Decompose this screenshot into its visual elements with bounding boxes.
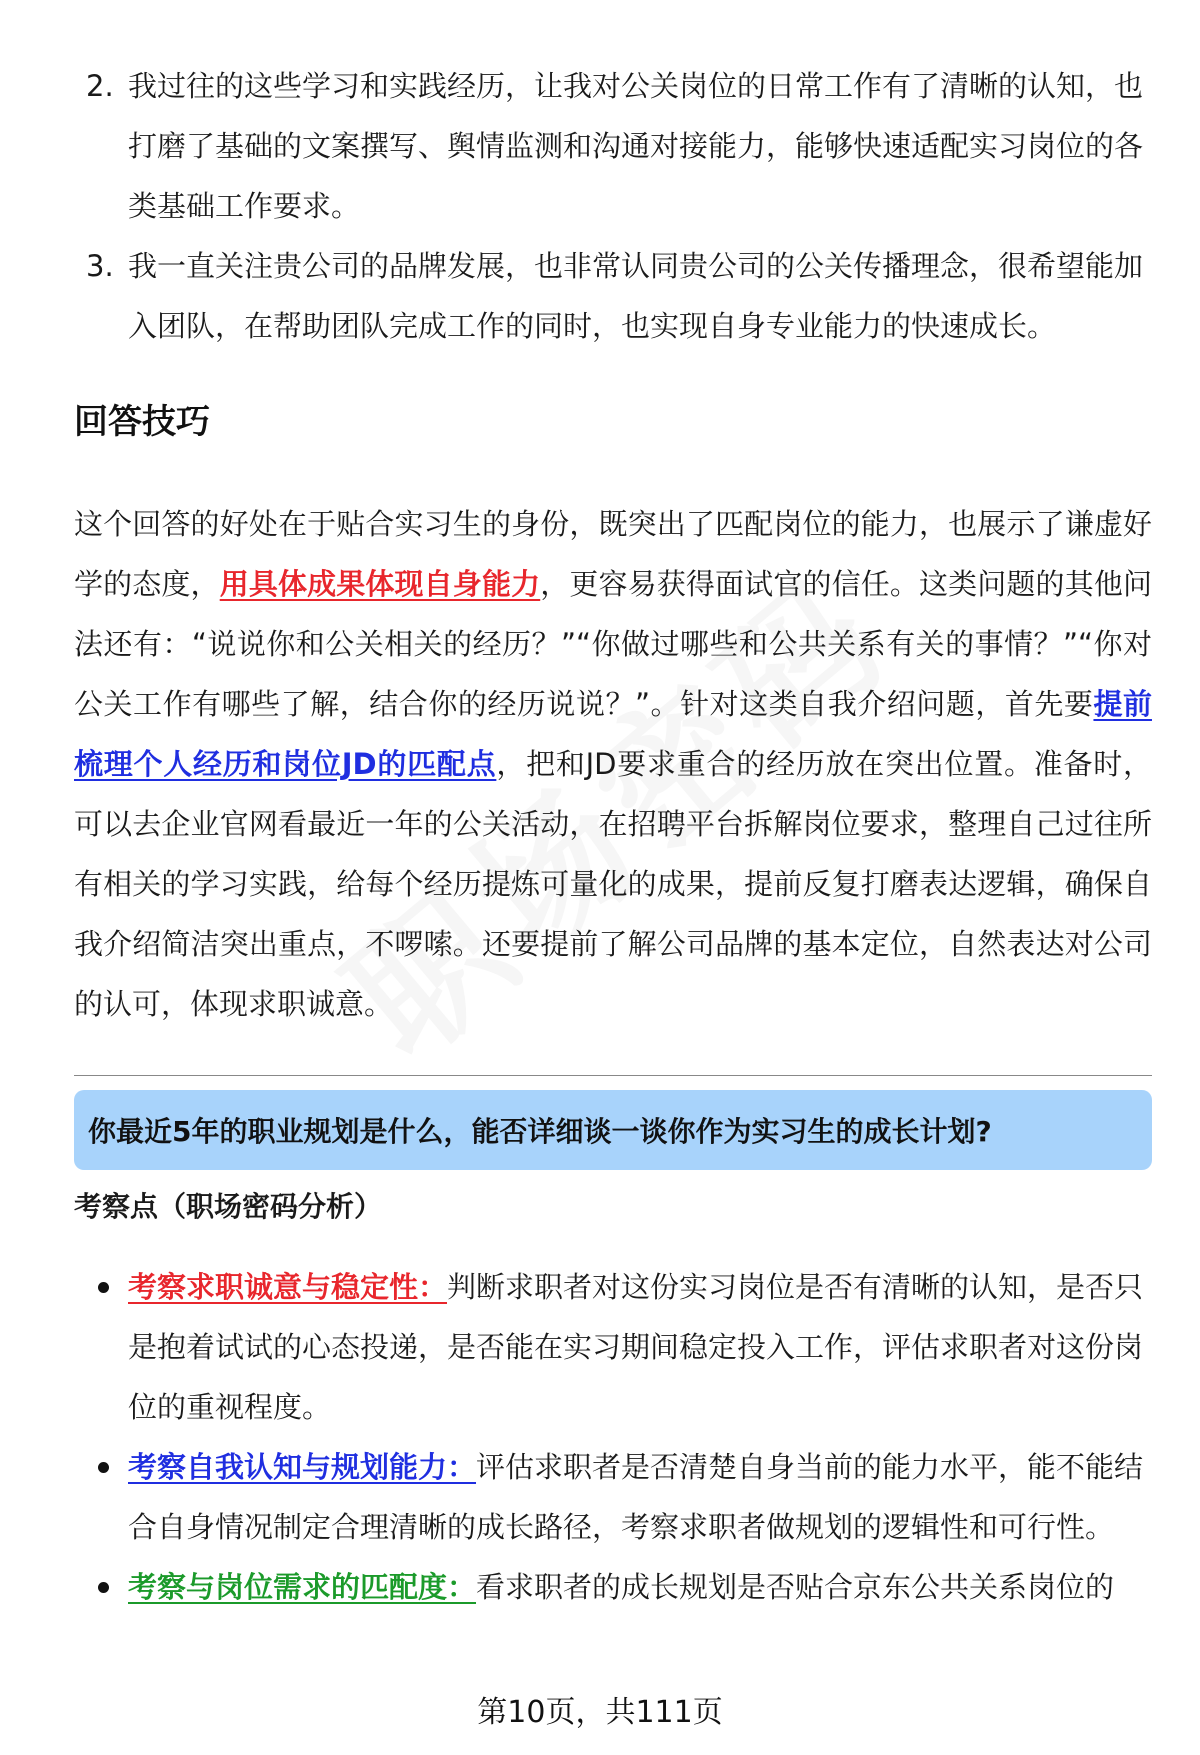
bullet-item xyxy=(94,1257,1152,1437)
bullet-dot-icon xyxy=(98,1282,109,1293)
list-item xyxy=(80,236,1145,356)
list-item xyxy=(80,56,1145,236)
bullet-dot-icon xyxy=(98,1462,109,1473)
bullet-label: 考察与岗位需求的匹配度： xyxy=(128,1570,477,1604)
paragraph-text: ，把和JD要求重合的经历放在突出位置。准备时，可以去企业官网看最近一年的公关活动，在招聘平台拆解岗位要求，整理自己过往所有相关的学习实践，给每个经历提炼可量化的成果，提前反复打磨表达逻辑，确保自我介绍简洁突出重点，不啰嗦。还要提前了解公司品牌的基本定位，自然表达对公司的认可，体现求职诚意。 xyxy=(74,747,1152,1021)
bullet-dot-icon xyxy=(98,1582,109,1593)
bullet-label: 考察自我认知与规划能力： xyxy=(128,1450,477,1484)
list-text: 我一直关注贵公司的品牌发展，也非常认同贵公司的公关传播理念，很希望能加入团队，在帮助团队完成工作的同时，也实现自身专业能力的快速成长。 xyxy=(128,249,1144,343)
bullet-item xyxy=(94,1437,1152,1557)
section-title: 回答技巧 xyxy=(74,402,210,442)
highlight-blue: 提前梳理个人经历和岗位JD的匹配点 xyxy=(74,687,1152,781)
paragraph-text: 这个回答的好处在于贴合实习生的身份，既突出了匹配岗位的能力，也展示了谦虚好学的态度， xyxy=(74,507,1152,601)
bullet-text: 看求职者的成长规划是否贴合京东公共关系岗位的 xyxy=(476,1570,1115,1604)
numbered-list xyxy=(80,56,1145,356)
paragraph-text: ，更容易获得面试官的信任。这类问题的其他问法还有：“说说你和公关相关的经历？”“你做过哪些和公共关系有关的事情？”“你对公关工作有哪些了解，结合你的经历说说？”。针对这类自我介绍问题，首先要 xyxy=(74,567,1152,721)
list-number: 2. xyxy=(86,69,114,103)
bullet-item xyxy=(94,1557,1152,1617)
answer-tips-paragraph xyxy=(74,494,1152,1034)
subheading: 考察点（职场密码分析） xyxy=(74,1190,383,1223)
list-number: 3. xyxy=(86,249,114,283)
bullet-text: 评估求职者是否清楚自身当前的能力水平，能不能结合自身情况制定合理清晰的成长路径，考察求职者做规划的逻辑性和可行性。 xyxy=(128,1450,1144,1544)
highlight-red: 用具体成果体现自身能力 xyxy=(219,567,541,601)
bullet-list xyxy=(94,1257,1152,1617)
bullet-text: 判断求职者对这份实习岗位是否有清晰的认知，是否只是抱着试试的心态投递，是否能在实习期间稳定投入工作，评估求职者对这份岗位的重视程度。 xyxy=(128,1270,1144,1424)
page-number: 第10页，共111页 xyxy=(477,1695,723,1730)
bullet-label: 考察求职诚意与稳定性： xyxy=(128,1270,448,1304)
divider xyxy=(74,1075,1152,1076)
question-text: 你最近5年的职业规划是什么，能否详细谈一谈你作为实习生的成长计划? xyxy=(88,1115,992,1148)
list-text: 我过往的这些学习和实践经历，让我对公关岗位的日常工作有了清晰的认知，也打磨了基础的文案撰写、舆情监测和沟通对接能力，能够快速适配实习岗位的各类基础工作要求。 xyxy=(128,69,1144,223)
question-box xyxy=(74,1090,1152,1170)
